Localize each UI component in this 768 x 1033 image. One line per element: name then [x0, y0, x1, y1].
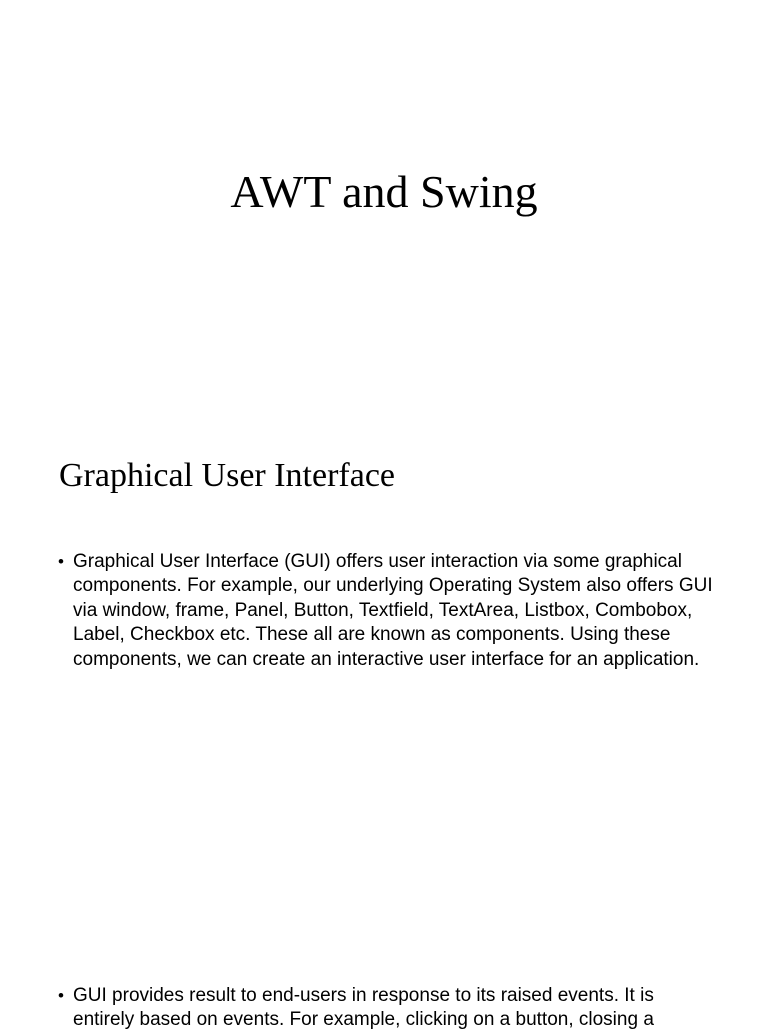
title-slide: [0, 0, 768, 384]
bullet-icon: •: [58, 552, 64, 571]
slide-title: AWT and Swing: [230, 166, 538, 217]
bullet-item: [58, 550, 718, 672]
section-heading: Graphical User Interface: [59, 457, 396, 494]
bullet-text: Graphical User Interface (GUI) offers user interaction via some graphical components. For example, our underlying Operating System also offers GUI via window, frame, Panel, Button, Textfield, TextArea, Listbox, Combobox, Label, Checkbox etc. These all are known as components. Using these components, we can create an interactive user interface for an application.: [73, 551, 713, 670]
content-slide: [0, 384, 768, 1031]
bullet-item: [58, 984, 718, 1033]
bullet-text: GUI provides result to end-users in response to its raised events. It is entirely based on events. For example, clicking on a button, closing a: [73, 985, 654, 1031]
bullet-icon: •: [58, 986, 64, 1005]
